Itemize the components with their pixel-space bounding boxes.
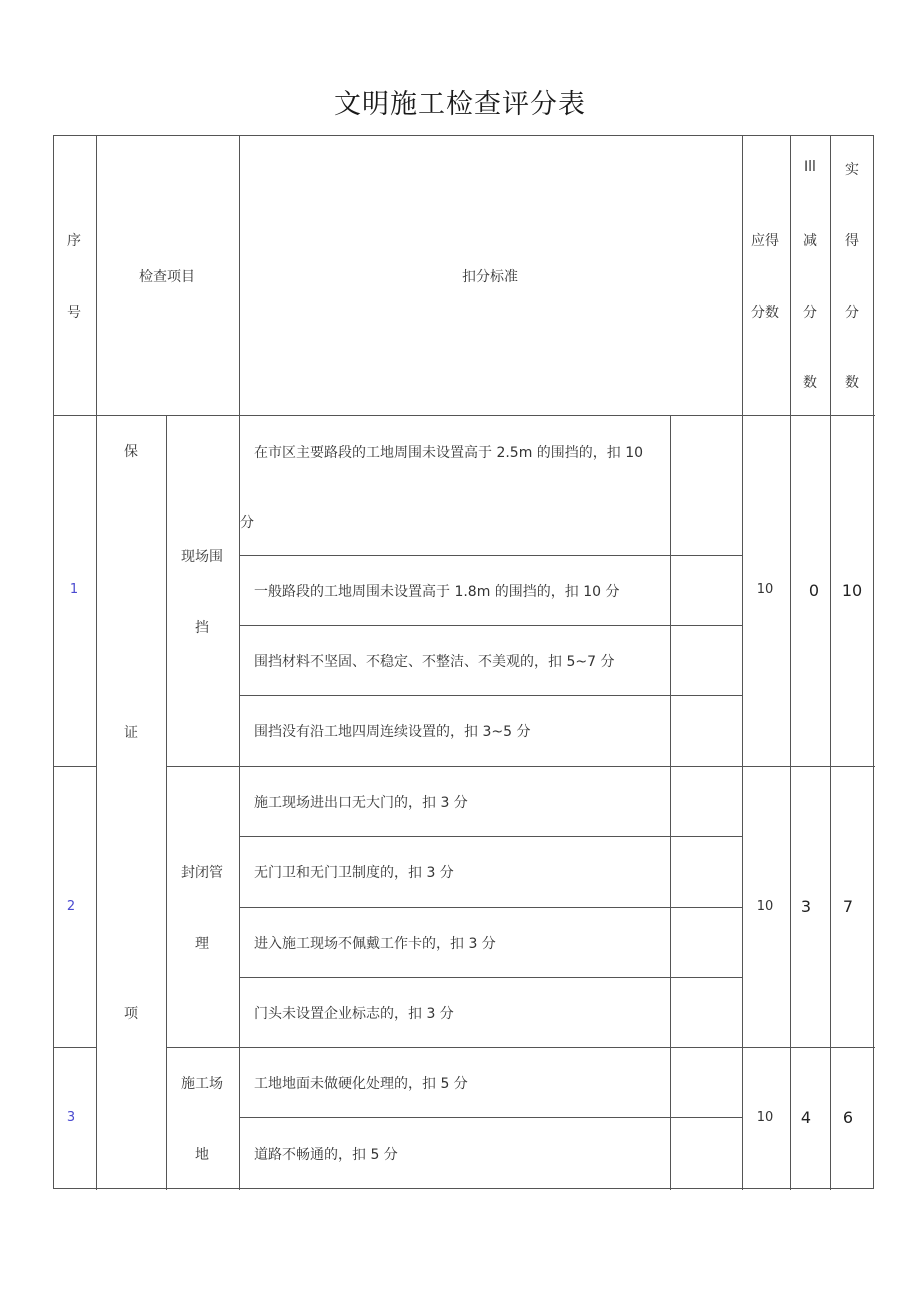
header-actual-2: 得 <box>845 233 859 249</box>
category-char-2: 证 <box>124 725 138 741</box>
row-divider <box>239 555 742 556</box>
col-divider <box>790 136 791 1190</box>
row-2-criteria-2: 无门卫和无门卫制度的，扣 3 分 <box>254 865 454 881</box>
row-divider <box>54 1047 96 1048</box>
row-divider <box>239 695 742 696</box>
header-deduct-3: 分 <box>803 305 817 321</box>
header-item: 检查项目 <box>139 269 195 285</box>
row-1-criteria-1a: 在市区主要路段的工地周围未设置高于 2.5m 的围挡的，扣 10 <box>254 445 644 461</box>
header-deduct-1: Ill <box>804 159 816 175</box>
row-2-actual: 7 <box>842 897 854 916</box>
row-1-criteria-4: 围挡没有沿工地四周连续设置的，扣 3~5 分 <box>254 724 531 740</box>
row-1-seq: 1 <box>69 582 79 597</box>
row-divider <box>166 1047 875 1048</box>
row-2-item-1: 封闭管 <box>181 865 223 881</box>
header-actual-1: 实 <box>845 162 859 178</box>
header-deduct-2: 减 <box>803 233 817 249</box>
category-char-1: 保 <box>124 444 138 460</box>
row-3-deduct: 4 <box>800 1108 812 1127</box>
header-seq-2: 号 <box>67 305 81 321</box>
header-seq-1: 序 <box>67 233 81 249</box>
col-divider <box>742 136 743 1190</box>
header-actual-3: 分 <box>845 305 859 321</box>
header-actual-4: 数 <box>845 375 859 391</box>
page-title: 文明施工检查评分表 <box>334 89 586 120</box>
row-divider <box>239 907 742 908</box>
header-should-2: 分数 <box>751 305 779 321</box>
row-2-item-2: 理 <box>195 936 209 952</box>
row-divider <box>239 836 742 837</box>
col-divider <box>830 136 831 1190</box>
row-1-actual: 10 <box>841 581 863 600</box>
row-3-criteria-1: 工地地面未做硬化处理的，扣 5 分 <box>254 1076 468 1092</box>
row-3-criteria-2: 道路不畅通的，扣 5 分 <box>254 1147 398 1163</box>
row-divider <box>166 766 875 767</box>
row-2-should: 10 <box>756 899 774 914</box>
row-3-should: 10 <box>756 1110 774 1125</box>
row-1-criteria-3: 围挡材料不坚固、不稳定、不整洁、不美观的，扣 5~7 分 <box>254 654 615 670</box>
row-1-criteria-2: 一般路段的工地周围未设置高于 1.8m 的围挡的，扣 10 分 <box>254 584 620 600</box>
header-deduct-4: 数 <box>803 375 817 391</box>
row-2-criteria-3: 进入施工现场不佩戴工作卡的，扣 3 分 <box>254 936 496 952</box>
row-divider <box>239 625 742 626</box>
row-3-item-1: 施工场 <box>181 1076 223 1092</box>
row-3-item-2: 地 <box>195 1147 209 1163</box>
col-divider <box>96 136 97 1190</box>
row-2-criteria-4: 门头未设置企业标志的，扣 3 分 <box>254 1006 454 1022</box>
row-3-actual: 6 <box>842 1108 854 1127</box>
row-1-deduct: 0 <box>808 581 820 600</box>
row-2-deduct: 3 <box>800 897 812 916</box>
row-3-seq: 3 <box>66 1110 76 1125</box>
row-1-item-2: 挡 <box>195 620 209 636</box>
row-divider <box>239 1117 742 1118</box>
header-should-1: 应得 <box>751 233 779 249</box>
header-standard: 扣分标准 <box>462 269 518 285</box>
col-divider <box>670 415 671 1190</box>
row-1-should: 10 <box>756 582 774 597</box>
row-1-item-1: 现场围 <box>181 549 223 565</box>
col-divider <box>239 136 240 1190</box>
row-2-seq: 2 <box>66 899 76 914</box>
row-divider <box>54 415 875 416</box>
category-char-3: 项 <box>124 1006 138 1022</box>
row-2-criteria-1: 施工现场进出口无大门的，扣 3 分 <box>254 795 468 811</box>
row-divider <box>54 766 96 767</box>
row-divider <box>239 977 742 978</box>
row-1-criteria-1b: 分 <box>240 515 254 531</box>
